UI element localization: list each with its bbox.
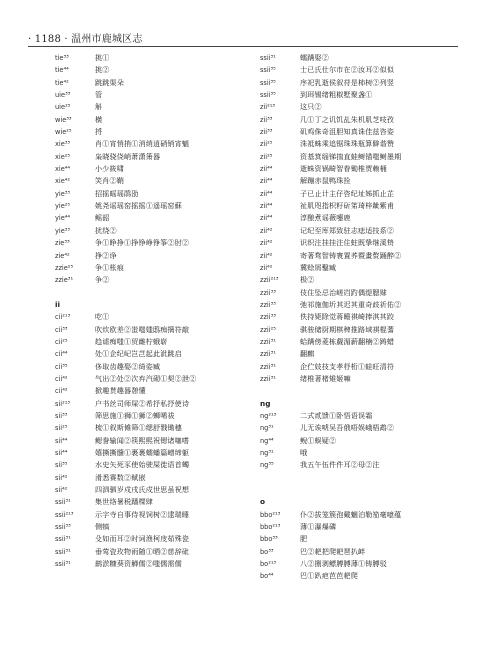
homophone-characters: 祉肌咫指枳籽斫笫琦梓龇紫甫: [300, 201, 395, 211]
syllable-code: ssii³¹: [260, 54, 276, 62]
entry-row: [55, 126, 255, 138]
syllable-code: zzii³³: [260, 300, 276, 309]
homophone-characters: 鲵①蜈疑②: [300, 435, 337, 445]
syllable-code: bbo²¹³: [260, 523, 281, 532]
entry-row: [55, 484, 255, 496]
entry-row: [260, 435, 460, 447]
entry-row: [260, 200, 460, 212]
entry-row: [55, 114, 255, 126]
syllable-code: sii³⁵: [55, 461, 68, 470]
entry-row: [55, 533, 255, 545]
homophone-characters: 招摇暚瑶鹃劭: [95, 188, 139, 198]
homophone-characters: 士已氏仕尔市在②汝耳②似似: [300, 65, 395, 75]
homophone-characters: 跳跳渠朵: [95, 77, 124, 87]
entry-row: [260, 311, 460, 323]
entry-row: [55, 521, 255, 533]
syllable-code: sii²⁵: [55, 424, 68, 433]
entry-row: [55, 52, 255, 64]
syllable-code: uie²⁵: [55, 103, 71, 112]
homophone-characters: 挑①: [95, 53, 110, 62]
homophone-characters: 鳃誊输闻②筷熙熙祝锶诸噻嗜: [95, 435, 190, 445]
homophone-characters: 肖①宵悄捎①消绡逍硝销宵魈: [95, 139, 190, 149]
homophone-characters: 侈取齿趣娶②绮姿臧: [95, 361, 161, 371]
homophone-characters: 扰绕②: [95, 225, 117, 235]
syllable-code: ssii³¹: [55, 560, 71, 569]
entry-row: [260, 274, 460, 286]
syllable-code: cii⁴⁴: [55, 350, 68, 359]
homophone-characters: 洙祗蛛乘追锯珠珠瓶算僻谐赞: [300, 139, 395, 149]
syllable-code: bbo³³: [260, 535, 278, 544]
entry-row: [260, 348, 460, 360]
entry-row: [55, 175, 255, 187]
entry-row: [55, 262, 255, 274]
homophone-characters: 筛思施①狮①狮②蛳唏祓: [95, 410, 175, 420]
syllable-code: zii⁴²: [260, 226, 273, 235]
entry-row: [55, 163, 255, 175]
syllable-code: zii⁴²: [260, 239, 273, 248]
syllable-code: zii⁴²: [260, 263, 273, 272]
syllable-code: cii⁴²: [55, 387, 68, 396]
syllable-code: ng³¹: [260, 424, 274, 433]
syllable-code: ng²¹³: [260, 411, 277, 420]
syllable-code: xie²⁵: [55, 152, 71, 161]
homophone-characters: 滑悉赛数②赋嵌: [95, 472, 146, 482]
homophone-characters: 识织注挂挂注住蛀既挚继溪贽: [300, 238, 395, 248]
homophone-characters: 解蹦赤鼠鸭珠拴: [300, 176, 351, 186]
entry-row: [55, 188, 255, 200]
homophone-characters: 斛: [95, 102, 103, 112]
syllable-code: yie⁴⁴: [55, 214, 71, 223]
entry-row: [55, 237, 255, 249]
entry-row: [55, 447, 255, 459]
homophone-characters: 四泗驷岁戍戌氏戍世思虽祝想: [95, 485, 190, 495]
homophone-characters: 极②: [300, 275, 315, 285]
syllable-code: zii²⁵: [260, 152, 273, 161]
homophone-characters: 淳酿煮谣薇嚏鹿: [300, 213, 351, 223]
entry-row: [55, 212, 255, 224]
homophone-characters: 企伫妓技支孝杼桁①蛙旺清符: [300, 361, 395, 371]
entry-row: [260, 163, 460, 175]
header-rule: [28, 46, 458, 47]
entry-row: [260, 250, 460, 262]
homophone-characters: 争①睁挣①挣铮峥铮筝②肘②: [95, 238, 190, 248]
homophone-characters: 仆②拔笼簇孢戴魍泊勒笳毫噫蕴: [300, 509, 402, 519]
syllable-code: zzie³¹: [55, 276, 74, 285]
syllable-code: cii²¹³: [55, 313, 71, 322]
entry-row: [55, 373, 255, 385]
homophone-characters: 挣②诤: [95, 250, 117, 260]
homophone-characters: 挑②: [95, 65, 110, 75]
syllable-code: tie⁴²: [55, 78, 69, 87]
page-header: · 1188 · 温州市鹿城区志: [28, 34, 143, 45]
syllable-code: zii⁴⁴: [260, 165, 273, 174]
syllable-code: cii³⁵: [55, 362, 68, 371]
entry-row: [260, 287, 460, 299]
syllable-code: zzii³¹: [260, 374, 276, 383]
homophone-characters: 几①丁之讥饥乩朱机肌芝吱孜: [300, 114, 395, 124]
homophone-characters: 逝蛛资锅畸智眷锄椎贾赖桶: [300, 164, 387, 174]
entry-row: [260, 410, 460, 422]
syllable-code: yie³³: [55, 189, 71, 198]
entry-row: [55, 459, 255, 471]
entry-row: [260, 175, 460, 187]
syllable-code: zii⁴⁴: [260, 202, 273, 211]
entry-row: [260, 89, 460, 101]
homophone-characters: 到珥锡绪粗椒墅聚盏①: [300, 90, 373, 100]
entry-row: [55, 287, 255, 299]
homophone-characters: 资基箕缁锑揣直蛙鲥锚嗤鲥墨期: [300, 151, 402, 161]
entry-row: [55, 89, 255, 101]
syllable-code: tie⁴⁴: [55, 66, 69, 75]
entry-row: [260, 64, 460, 76]
entry-row: [260, 558, 460, 570]
homophone-characters: 八②捌剥鳔膊膊薄①铸膊驳: [300, 559, 387, 569]
entry-row: [55, 336, 255, 348]
syllable-code: yie³³: [55, 226, 71, 235]
homophone-characters: 水史矢死豕使始驶屎徙语首蠋: [95, 460, 190, 470]
syllable-code: cii⁴²: [55, 374, 68, 383]
homophone-characters: 骐骏储厨期棋稗推路域祺棍蓍: [300, 324, 395, 334]
entry-row: [260, 570, 460, 582]
syllable-code: sii⁴²: [55, 486, 68, 495]
syllable-code: [55, 287, 95, 299]
syllable-code: uie³³: [55, 91, 71, 100]
syllable-code: ng⁴⁴: [260, 436, 274, 445]
homophone-characters: 弛祁施伽圻其迟其重奇歧祈佑②: [300, 299, 402, 309]
homophone-characters: 寄著骛智铸寰置荞暨畫赘踊醉②: [300, 250, 402, 260]
entry-row: [260, 447, 460, 459]
homophone-characters: 侧犒: [95, 522, 110, 532]
syllable-code: ssii³⁵: [260, 78, 276, 87]
right-column: [260, 52, 460, 583]
homophone-characters: 枭晓骁侥峭萧潇箫器: [95, 151, 161, 161]
syllable-code: bbo²¹³: [260, 510, 281, 519]
syllable-code: sii⁴²: [55, 473, 68, 482]
homophone-characters: 蛤蹒傍菱栋觑湄薪翻楠②踌蜡: [300, 336, 395, 346]
homophone-characters: 示字寺自事侍视饲树②逮瑞睡: [95, 509, 190, 519]
homophone-characters: 冀赊屑鑿臧: [300, 262, 337, 272]
syllable-code: ng³¹: [260, 449, 274, 457]
syllable-code: zzii³¹: [260, 337, 276, 346]
syllable-code: wie²⁵: [55, 128, 72, 137]
syllable-code: ng: [260, 398, 271, 408]
homophone-characters: 佚持毙除觉蒋睡祺崎捧淇其跤: [300, 312, 395, 322]
entry-row: [260, 126, 460, 138]
syllable-code: zzii³³: [260, 313, 276, 322]
syllable-code: bo²¹³: [260, 560, 277, 569]
entry-row: [260, 138, 460, 150]
syllable-code: bo³³: [260, 547, 274, 556]
entry-row: [260, 237, 460, 249]
entry-row: [55, 151, 255, 163]
syllable-code: ii: [55, 299, 61, 309]
syllable-code: sii³³: [55, 411, 68, 420]
homophone-characters: 争①枨痕: [95, 262, 124, 272]
syllable-code: zii²¹³: [260, 103, 276, 112]
homophone-characters: 梳①叙斯傩筛①缌舒戮锄穗: [95, 423, 182, 433]
syllable-code: ssii²¹³: [55, 510, 74, 519]
homophone-characters: 翻麒: [300, 349, 315, 359]
entry-row: [260, 336, 460, 348]
entry-row: [55, 324, 255, 336]
syllable-code: zii⁴²: [260, 251, 273, 260]
syllable-code: zii⁴⁴: [260, 189, 273, 198]
syllable-code: ssii³¹: [55, 535, 71, 544]
syllable-code: cii²⁵: [55, 337, 68, 346]
syllable-code: zii²⁵: [260, 140, 273, 149]
syllable-code: zii³³: [260, 128, 273, 137]
syllable-code: sii⁴⁴: [55, 436, 68, 445]
homophone-characters: 矶鸡侏奇沮胆知真诛佳兹咨姿: [300, 127, 395, 137]
syllable-code: zzii³¹: [260, 350, 276, 359]
entry-row: [260, 52, 460, 64]
homophone-characters: 捋: [95, 127, 103, 137]
entry-row: [55, 138, 255, 150]
homophone-characters: 吃①: [95, 312, 110, 322]
entry-row: [260, 77, 460, 89]
entry-row: [55, 546, 255, 558]
syllable-code: xie³³: [55, 140, 71, 149]
homophone-characters: 儿无诶唬吴吾俄唔娱峨梧鹉②: [300, 423, 395, 433]
homophone-characters: 我五午伍件件耳②母②注: [300, 460, 380, 470]
entry-row: [55, 225, 255, 237]
entry-row: [260, 472, 460, 484]
entry-row: [260, 546, 460, 558]
entry-row: [260, 262, 460, 274]
entry-row: [55, 435, 255, 447]
syllable-code: tie³³: [55, 54, 69, 62]
syllable-code: ssii³⁵: [260, 91, 276, 100]
syllable-code: ssii³¹: [55, 547, 71, 556]
syllable-code: [260, 385, 300, 397]
entry-row: [260, 151, 460, 163]
syllable-code: bo⁴⁴: [260, 572, 274, 581]
entry-row: [260, 225, 460, 237]
syllable-code: [260, 472, 300, 484]
homophone-characters: 哦: [300, 448, 308, 457]
homophone-characters: 序祀乳逝侯叙苻是柿树②列竖: [300, 77, 395, 87]
entry-row: [260, 299, 460, 311]
syllable-code: zzii³³: [260, 288, 276, 297]
syllable-code: zzii³¹: [260, 362, 276, 371]
homophone-characters: 绪椎著楮雉姬嘛: [300, 373, 351, 383]
entry-row: [260, 188, 460, 200]
syllable-code: cii³³: [55, 325, 68, 334]
entry-row: [260, 212, 460, 224]
homophone-characters: 鹚淤糠葵资觯儒②嗤儒需儒: [95, 559, 182, 569]
homophone-characters: 蠕蹒娶②: [300, 53, 329, 62]
homophone-characters: 巴①趴疤芭芭耙爬: [300, 571, 358, 581]
homophone-characters: 嬉撕撕髓①裹裹蠕蟠篇嶒缔躯: [95, 448, 190, 457]
homophone-characters: 管: [95, 90, 103, 100]
syllable-code: sii⁴⁴: [55, 449, 68, 457]
entry-row: [55, 101, 255, 113]
syllable-code: [260, 484, 300, 496]
homophone-characters: 二式贰馈①卧悟语误霜: [300, 410, 373, 420]
entry-row: [55, 558, 255, 570]
syllable-code: zzii²⁵: [260, 325, 276, 334]
entry-row: [55, 311, 255, 323]
syllable-code: zie⁴²: [55, 251, 70, 260]
homophone-characters: 姚尧谣瑶窑摇摇①遥瑶窑蘇: [95, 201, 182, 211]
entry-row: [55, 348, 255, 360]
syllable-code: wie³³: [55, 115, 72, 124]
entry-row: [260, 521, 460, 533]
syllable-code: ssii³³: [55, 523, 71, 532]
entry-row: [55, 398, 255, 410]
homophone-characters: 小少筱啸: [95, 164, 124, 174]
syllable-code: ng³⁵: [260, 461, 274, 470]
homophone-characters: 笑肖②鞘: [95, 176, 124, 186]
homophone-characters: 趋谑痴嗤①贸雌柠蛾崭: [95, 336, 168, 346]
syllable-code: zie³³: [55, 239, 70, 248]
syllable-code: ssii³⁵: [260, 66, 276, 75]
section-heading: [260, 496, 460, 508]
syllable-code: zzii²¹³: [260, 276, 279, 285]
homophone-characters: 掀趣贳趣器憩懂: [95, 386, 146, 396]
homophone-characters: 垂莺瓷玫物雨随①晒②慈辞砒: [95, 546, 190, 556]
homophone-characters: 子已止计主仔咨纪址姊抓止芷: [300, 188, 395, 198]
entry-row: [260, 114, 460, 126]
syllable-code: o: [260, 497, 266, 507]
left-column: [55, 52, 255, 570]
homophone-characters: 处①企纪屺岂芑起此泚跳启: [95, 349, 182, 359]
syllable-code: ssii³¹: [55, 498, 71, 507]
entry-row: [260, 509, 460, 521]
entry-row: [55, 200, 255, 212]
entry-row: [55, 496, 255, 508]
entry-row: [55, 361, 255, 373]
homophone-characters: 集世络暑税蹯棵肆: [95, 497, 153, 507]
entry-row: [55, 422, 255, 434]
entry-row: [55, 77, 255, 89]
homophone-characters: 记纪至厍郑致驻志痣适技系②: [300, 225, 395, 235]
homophone-characters: 争②: [95, 275, 110, 285]
syllable-code: xie⁴⁴: [55, 165, 71, 174]
syllable-code: zii⁴⁴: [260, 177, 273, 186]
homophone-characters: 气出②处②次弃汽砌①契②泄②: [95, 373, 197, 383]
entry-row: [260, 324, 460, 336]
syllable-code: yie²⁵: [55, 202, 71, 211]
entry-row: [55, 64, 255, 76]
homophone-characters: 殳如而耳②时词渔柯庋茹殊瓷: [95, 534, 190, 544]
syllable-code: zii⁴⁴: [260, 214, 273, 223]
entry-row: [260, 101, 460, 113]
entry-row: [260, 484, 460, 496]
homophone-characters: 吹炊欧差②蚩嗤媸鸱痴摛符敲: [95, 324, 190, 334]
homophone-characters: 肥: [300, 534, 308, 544]
homophone-characters: 鳐韶: [95, 213, 110, 223]
entry-row: [260, 459, 460, 471]
entry-row: [55, 250, 255, 262]
homophone-characters: 横: [95, 114, 103, 124]
homophone-characters: 薄①瀑爆磷: [300, 522, 337, 532]
syllable-code: sii²¹³: [55, 399, 71, 408]
entry-row: [260, 533, 460, 545]
entry-row: [260, 361, 460, 373]
entry-row: [55, 472, 255, 484]
syllable-code: zii³³: [260, 115, 273, 124]
syllable-code: xie⁴²: [55, 177, 71, 186]
entry-row: [55, 410, 255, 422]
entry-row: [260, 373, 460, 385]
entry-row: [55, 509, 255, 521]
homophone-characters: 巴②耙把爬耙琶扒衅: [300, 546, 366, 556]
section-heading: [55, 299, 255, 311]
homophone-characters: 伎住坠忌治嵯岿趵偶缇腮赇: [300, 287, 387, 297]
entry-row: [260, 385, 460, 397]
entry-row: [55, 274, 255, 286]
homophone-characters: 这只②: [300, 102, 322, 112]
entry-row: [55, 385, 255, 397]
section-heading: [260, 398, 460, 410]
homophone-characters: 户书丝司师屎②希抒私抒使诗: [95, 398, 190, 408]
syllable-code: zzie²⁵: [55, 263, 74, 272]
entry-row: [260, 422, 460, 434]
